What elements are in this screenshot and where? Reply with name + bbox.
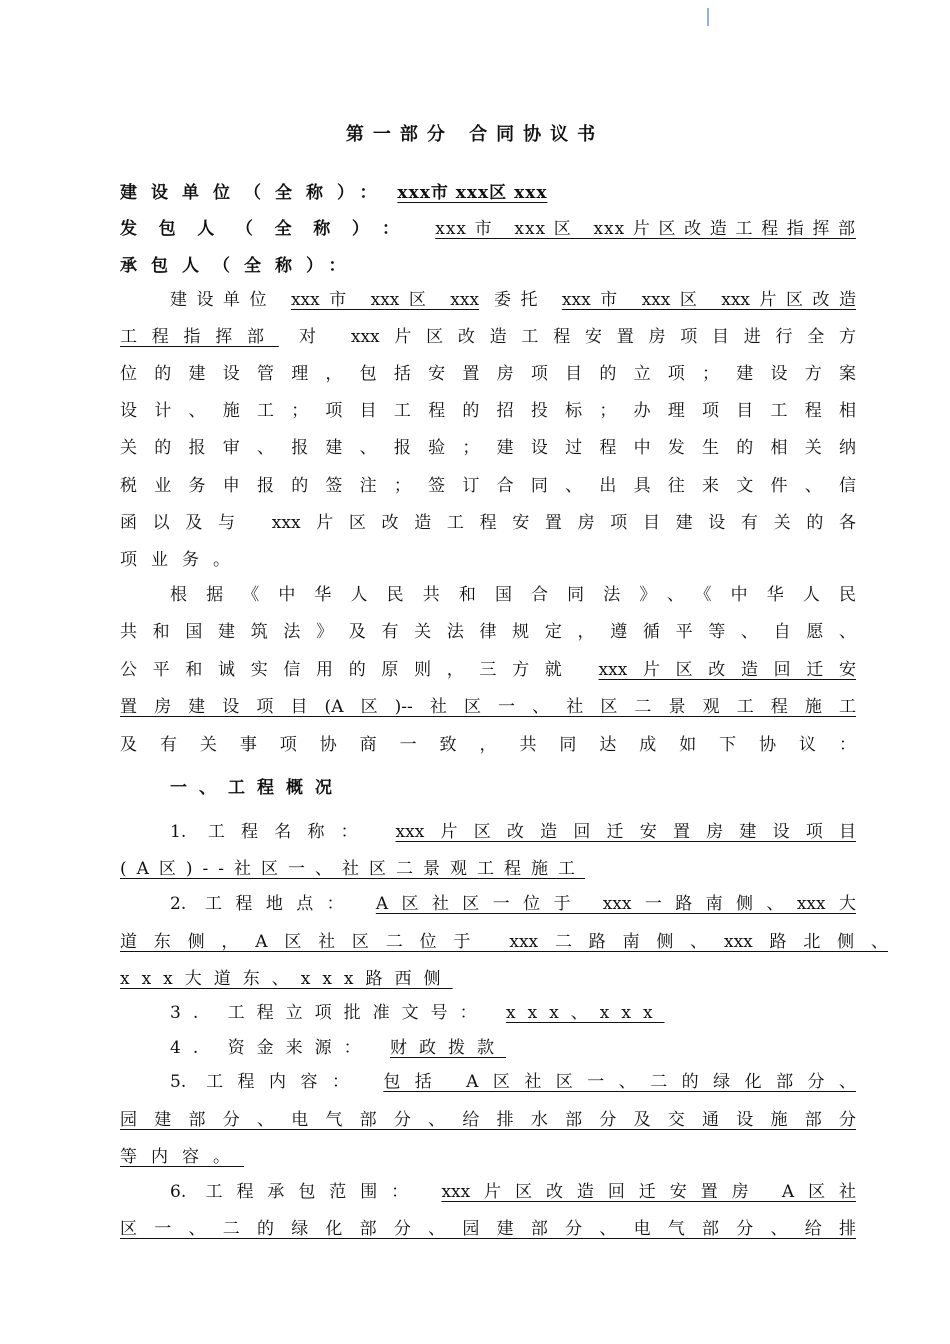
para1-line-1	[120, 288, 856, 312]
para1-line-8: 项业务。	[120, 550, 244, 570]
para2-line-5: 及有关事项协商一致，共同达成如下协议：	[120, 735, 856, 755]
item6-value: xxx片区改造回迁安置房 A区社	[441, 1182, 857, 1202]
item2-line-1	[120, 892, 856, 916]
item2-line-2: 道东侧，A区社区二位于 xxx二路南侧、xxx路北侧、	[120, 932, 888, 952]
para1-line-7: 函以及与 xxx片区改造工程安置房项目建设有关的各	[120, 513, 856, 533]
item2-value: A区社区一位于 xxx一路南侧、xxx大	[375, 894, 856, 914]
para2-line-1: 根据《中华人民共和国合同法》、《中华人民	[170, 585, 856, 605]
para2-line-4: 置房建设项目(A区)--社区一、社区二景观工程施工	[120, 697, 856, 717]
builder-label: 建设单位（全称）：	[120, 183, 391, 203]
item5-line-2: 园建部分、电气部分、给排水部分及交通设施部分	[120, 1110, 856, 1130]
employer-line	[120, 217, 856, 241]
para2-text: 公平和诚实信用的原则，三方就	[120, 660, 578, 680]
employer-value: xxx市 xxx区 xxx片区改造工程指挥部	[435, 219, 857, 239]
item1-line-1	[120, 820, 856, 844]
item4-value: 财政拨款	[390, 1038, 507, 1058]
para1-line-4: 设计、施工；项目工程的招投标；办理项目工程相	[120, 401, 856, 421]
document-title: 第一部分 合同协议书	[345, 124, 605, 145]
contractor-label: 承包人（全称）：	[120, 256, 360, 276]
item3-line	[120, 1001, 856, 1025]
item3-value: xxx、xxx	[506, 1003, 665, 1023]
builder-line	[120, 181, 856, 205]
item2-label: 2. 工程地点：	[170, 894, 358, 914]
item5-line-1	[120, 1070, 856, 1094]
para1-text: 委托	[493, 290, 547, 310]
para2-line-3	[120, 658, 856, 682]
contractor-line	[120, 254, 856, 278]
item2-line-3: xxx大道东、xxx路西侧	[120, 969, 453, 989]
item5-label: 5. 工程内容：	[170, 1072, 364, 1092]
item6-line-2: 区一、二的绿化部分、园建部分、电气部分、给排	[120, 1219, 856, 1239]
item1-label: 1. 工程名称：	[170, 822, 374, 842]
section-heading: 一、工程概况	[170, 778, 344, 798]
item4-line	[120, 1036, 856, 1060]
item6-label: 6. 工程承包范围：	[170, 1182, 423, 1202]
builder-ref: xxx市 xxx区 xxx	[290, 290, 480, 310]
item1-value: xxx片区改造回迁安置房建设项目	[395, 822, 857, 842]
item4-label: 4. 资金来源：	[170, 1038, 373, 1058]
para1-line-3: 位的建设管理，包括安置房项目的立项；建设方案	[120, 364, 856, 384]
item6-line-1	[120, 1180, 856, 1204]
employer-ref: xxx市 xxx区 xxx片区改造	[561, 290, 857, 310]
item3-label: 3. 工程立项批准文号：	[170, 1003, 489, 1023]
employer-label: 发包人（全称）：	[120, 219, 421, 239]
item1-line-2: (A区)--社区一、社区二景观工程施工	[120, 859, 586, 879]
page-edge-mark	[707, 8, 709, 26]
para1-text: 建设单位	[170, 290, 277, 310]
employer-ref: 工程指挥部	[120, 327, 279, 347]
project-ref: xxx片区改造回迁安	[598, 660, 856, 680]
para1-line-2	[120, 325, 856, 349]
para1-line-5: 关的报审、报建、报验；建设过程中发生的相关纳	[120, 438, 856, 458]
para1-line-6: 税业务申报的签注；签订合同、出具往来文件、信	[120, 476, 856, 496]
para2-line-2: 共和国建筑法》及有关法律规定，遵循平等、自愿、	[120, 622, 856, 642]
item5-value: 包括 A区社区一、二的绿化部分、	[383, 1072, 857, 1092]
item5-line-3: 等内容。	[120, 1147, 244, 1167]
para1-text: 对 xxx片区改造工程安置房项目进行全方	[298, 327, 857, 347]
builder-value: xxx市 xxx区 xxx	[397, 183, 548, 203]
